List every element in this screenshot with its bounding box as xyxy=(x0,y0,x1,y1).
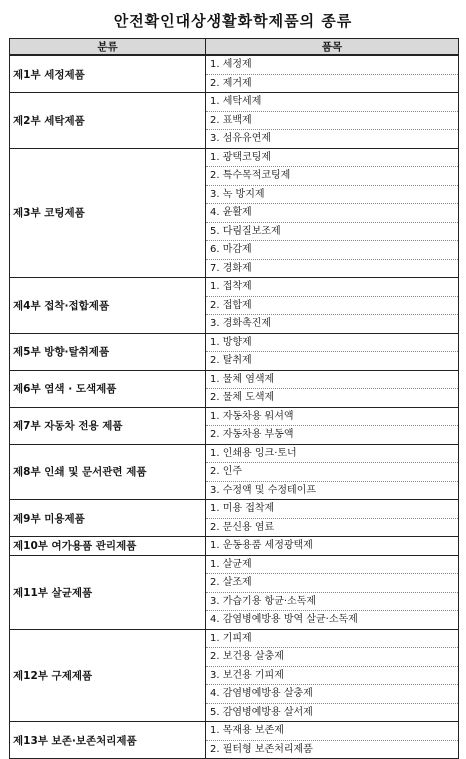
category-cell: 제4부 접착·접합제품 xyxy=(10,278,206,334)
items-cell xyxy=(206,722,459,759)
table-row xyxy=(10,148,459,278)
items-cell xyxy=(206,148,459,278)
table-row xyxy=(10,537,459,556)
items-cell xyxy=(206,444,459,500)
list-item: 1. 자동차용 워셔액 xyxy=(210,410,294,422)
product-classification-table xyxy=(9,38,459,759)
list-item: 2. 인주 xyxy=(206,462,458,481)
items-cell xyxy=(206,278,459,334)
items-cell xyxy=(206,500,459,537)
list-item: 5. 다림질보조제 xyxy=(206,222,458,241)
list-item: 1. 기피제 xyxy=(210,632,252,644)
category-cell: 제5부 방향·탈취제품 xyxy=(10,333,206,370)
list-item: 1. 세정제 xyxy=(210,59,252,70)
list-item: 4. 감염병예방용 살충제 xyxy=(206,684,458,703)
list-item: 5. 감염병예방용 살서제 xyxy=(206,703,458,722)
list-item: 1. 미용 접착제 xyxy=(210,503,275,514)
table-row xyxy=(10,444,459,500)
items-cell xyxy=(206,407,459,444)
list-item: 2. 필터형 보존처리제품 xyxy=(206,740,458,759)
items-cell xyxy=(206,93,459,149)
list-item: 2. 물체 도색제 xyxy=(206,388,458,407)
category-cell: 제3부 코팅제품 xyxy=(10,148,206,278)
list-item: 2. 특수목적코팅제 xyxy=(206,166,458,185)
table-row xyxy=(10,722,459,759)
list-item: 2. 자동차용 부동액 xyxy=(206,425,458,444)
table-row xyxy=(10,407,459,444)
document-title: 안전확인대상생활화학제품의 종류 xyxy=(113,12,353,30)
category-cell: 제2부 세탁제품 xyxy=(10,93,206,149)
category-cell: 제7부 자동차 전용 제품 xyxy=(10,407,206,444)
list-item: 1. 살균제 xyxy=(210,558,252,570)
table-row xyxy=(10,333,459,370)
list-item: 4. 윤활제 xyxy=(206,203,458,222)
list-item: 2. 보건용 살충제 xyxy=(206,647,458,666)
category-cell: 제8부 인쇄 및 문서관련 제품 xyxy=(10,444,206,500)
table-row xyxy=(10,629,459,722)
list-item: 4. 감염병예방용 방역 살균·소독제 xyxy=(206,610,458,629)
category-cell: 제10부 여가용품 관리제품 xyxy=(10,537,206,556)
list-item: 7. 경화제 xyxy=(206,259,458,278)
table-row xyxy=(10,93,459,149)
list-item: 1. 인쇄용 잉크·토너 xyxy=(210,447,297,459)
list-item: 1. 광택코팅제 xyxy=(210,151,272,163)
list-item: 1. 접착제 xyxy=(210,281,252,292)
list-item: 1. 방향제 xyxy=(210,336,252,348)
category-cell: 제12부 구제제품 xyxy=(10,629,206,722)
list-item: 2. 탈취제 xyxy=(206,351,458,370)
category-cell: 제6부 염색 · 도색제품 xyxy=(10,370,206,407)
list-item: 3. 경화촉진제 xyxy=(206,314,458,333)
list-item: 3. 보건용 기피제 xyxy=(206,666,458,685)
list-item: 2. 표백제 xyxy=(206,111,458,130)
list-item: 2. 접합제 xyxy=(206,296,458,315)
table-header-row xyxy=(10,39,459,56)
items-cell xyxy=(206,370,459,407)
category-cell: 제11부 살균제품 xyxy=(10,555,206,629)
items-cell xyxy=(206,555,459,629)
header-items: 품목 xyxy=(206,39,459,56)
list-item: 3. 섬유유연제 xyxy=(206,129,458,148)
list-item: 2. 살조제 xyxy=(206,573,458,592)
list-item: 3. 수정액 및 수정테이프 xyxy=(206,481,458,500)
list-item: 1. 목재용 보존제 xyxy=(210,725,284,736)
table-row xyxy=(10,55,459,93)
list-item: 1. 세탁세제 xyxy=(210,96,262,107)
list-item: 3. 녹 방지제 xyxy=(206,185,458,204)
table-row xyxy=(10,555,459,629)
list-item: 6. 마감제 xyxy=(206,240,458,259)
list-item: 2. 문신용 염료 xyxy=(206,518,458,537)
items-cell xyxy=(206,629,459,722)
table-row xyxy=(10,370,459,407)
list-item: 3. 가습기용 항균·소독제 xyxy=(206,592,458,611)
items-cell xyxy=(206,537,459,556)
list-item: 1. 물체 염색제 xyxy=(210,373,275,385)
list-item: 1. 운동용품 세정광택제 xyxy=(210,540,313,551)
header-category: 분류 xyxy=(10,39,206,56)
category-cell: 제13부 보존·보존처리제품 xyxy=(10,722,206,759)
items-cell xyxy=(206,55,459,93)
items-cell xyxy=(206,333,459,370)
table-row xyxy=(10,278,459,334)
list-item: 2. 제거제 xyxy=(206,74,458,93)
category-cell: 제9부 미용제품 xyxy=(10,500,206,537)
table-row xyxy=(10,500,459,537)
category-cell: 제1부 세정제품 xyxy=(10,55,206,93)
